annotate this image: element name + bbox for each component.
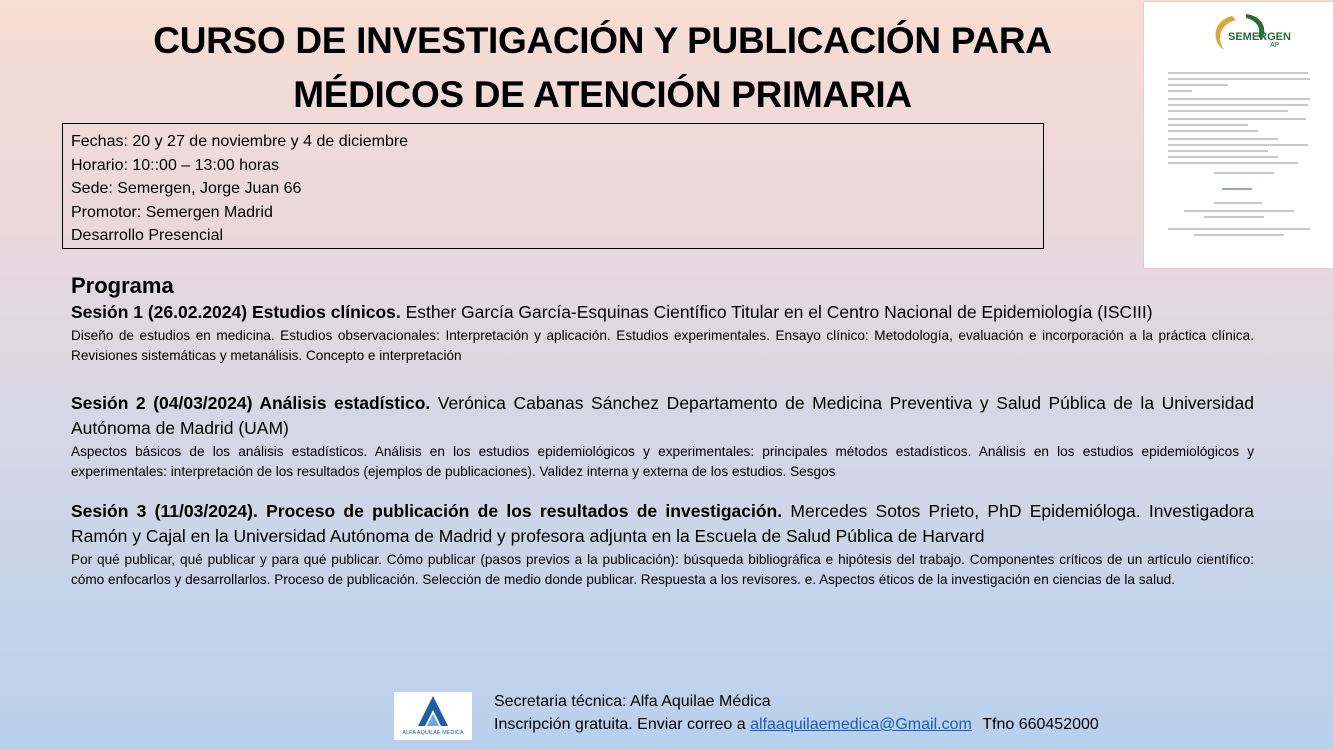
semergen-logo-suffix: AP (1270, 42, 1280, 49)
certificate-image (1144, 2, 1333, 268)
certificate-text-line (1168, 90, 1192, 92)
certificate-text-line (1214, 202, 1262, 204)
course-title-line-1: CURSO DE INVESTIGACIÓN Y PUBLICACIÓN PARA (153, 20, 1052, 61)
session-3 (71, 499, 1254, 590)
certificate-text-line (1184, 210, 1294, 212)
course-title-line-2: MÉDICOS DE ATENCIÓN PRIMARIA (293, 74, 912, 115)
session-description: Diseño de estudios en medicina. Estudios observacionales: Interpretación y aplicación. Estudios experimentales. Ensayo clínico: Metodología, evaluación e incorporación a la práctica clínica. Revisiones sistemáticas y metanálisis. Concepto e interpretación (71, 328, 1254, 363)
registration-text: Inscripción gratuita. Enviar correo a (494, 716, 751, 733)
session-speaker: Mercedes Sotos Prieto, PhD Epidemióloga. Investigadora Ramón y Cajal en la Universidad Autónoma de Madrid y profesora adjunta en la Escuela de Salud Pública de Harvard (71, 501, 1254, 546)
session-title: Sesión 1 (26.02.2024) Estudios clínicos. (71, 302, 401, 322)
certificate-text-line (1168, 72, 1308, 74)
alfa-aquilae-logo (394, 692, 472, 740)
phone-number: Tfno 660452000 (982, 716, 1099, 733)
signature-mark (1222, 188, 1252, 190)
semergen-swoosh-icon (1202, 10, 1291, 62)
certificate-text-line (1168, 150, 1268, 152)
info-format: Desarrollo Presencial (71, 227, 224, 244)
certificate-text-line (1204, 216, 1264, 218)
program-section (71, 272, 1254, 607)
session-speaker: Esther García García-Esquinas Científico Titular en el Centro Nacional de Epidemiología (ISCIII) (400, 302, 1153, 322)
info-venue: Sede: Semergen, Jorge Juan 66 (71, 180, 302, 197)
session-header (71, 300, 1254, 325)
certificate-text-line (1168, 84, 1228, 86)
certificate-text-line (1168, 118, 1306, 120)
alfa-aquilae-logo-icon (394, 692, 472, 740)
alfa-aquilae-logo-text: ALFA AQUILAE MÉDICA (402, 730, 464, 736)
certificate-text-line (1168, 110, 1288, 112)
certificate-text-line (1168, 98, 1310, 100)
certificate-text-line (1168, 156, 1278, 158)
footer-registration (494, 713, 1099, 736)
semergen-logo-text: SEMERGEN (1228, 31, 1291, 43)
certificate-text-line (1168, 228, 1310, 230)
info-promoter: Promotor: Semergen Madrid (71, 203, 273, 221)
session-speaker: Verónica Cabanas Sánchez Departamento de Medicina Preventiva y Salud Pública de la Universidad Autónoma de Madrid (UAM) (71, 393, 1254, 438)
info-dates: Fechas: 20 y 27 de noviembre y 4 de diciembre (71, 133, 409, 150)
course-title (60, 14, 1145, 122)
certificate-text-line (1168, 162, 1298, 164)
program-heading: Programa (71, 273, 174, 298)
session-header (71, 391, 1254, 441)
certificate-text-line (1168, 130, 1258, 132)
session-header (71, 499, 1254, 549)
footer-contact (494, 690, 1099, 736)
certificate-text-line (1168, 138, 1278, 140)
info-schedule: Horario: 10::00 – 13:00 horas (71, 156, 280, 174)
certificate-text-line (1168, 144, 1308, 146)
session-title: Sesión 2 (04/03/2024) Análisis estadístico. (71, 393, 431, 413)
session-description: Por qué publicar, qué publicar y para qué publicar. Cómo publicar (pasos previos a la publicación): búsqueda bibliográfica e hipótesis del trabajo. Componentes críticos de un artículo científico: cómo enfocarlos y desarrollarlos. Proceso de publicación. Selección de medio donde publicar. Respuesta a los revisores. e. Aspectos éticos de la investigación en ciencias de la salud. (71, 552, 1254, 587)
email-link[interactable]: alfaaquilaemedica@Gmail.com (750, 716, 972, 733)
course-info-box (62, 123, 1044, 249)
certificate-text-line (1194, 234, 1284, 236)
footer-secretariat: Secretaria técnica: Alfa Aquilae Médica (494, 693, 771, 710)
certificate-text-line (1168, 78, 1310, 80)
session-description: Aspectos básicos de los análisis estadísticos. Análisis en los estudios epidemiológicos y experimentales: principales métodos estadísticos. Análisis en los estudios epidemiológicos y experimentales: interpretación de los resultados (ejemplos de publicaciones). Validez interna y externa de los estudios. Sesgos (71, 444, 1254, 479)
certificate-text-line (1168, 124, 1248, 126)
session-2 (71, 391, 1254, 482)
session-1 (71, 300, 1254, 366)
session-title: Sesión 3 (11/03/2024). Proceso de publicación de los resultados de investigación. (71, 501, 783, 521)
certificate-text-line (1168, 104, 1308, 106)
certificate-text-line (1214, 172, 1274, 174)
